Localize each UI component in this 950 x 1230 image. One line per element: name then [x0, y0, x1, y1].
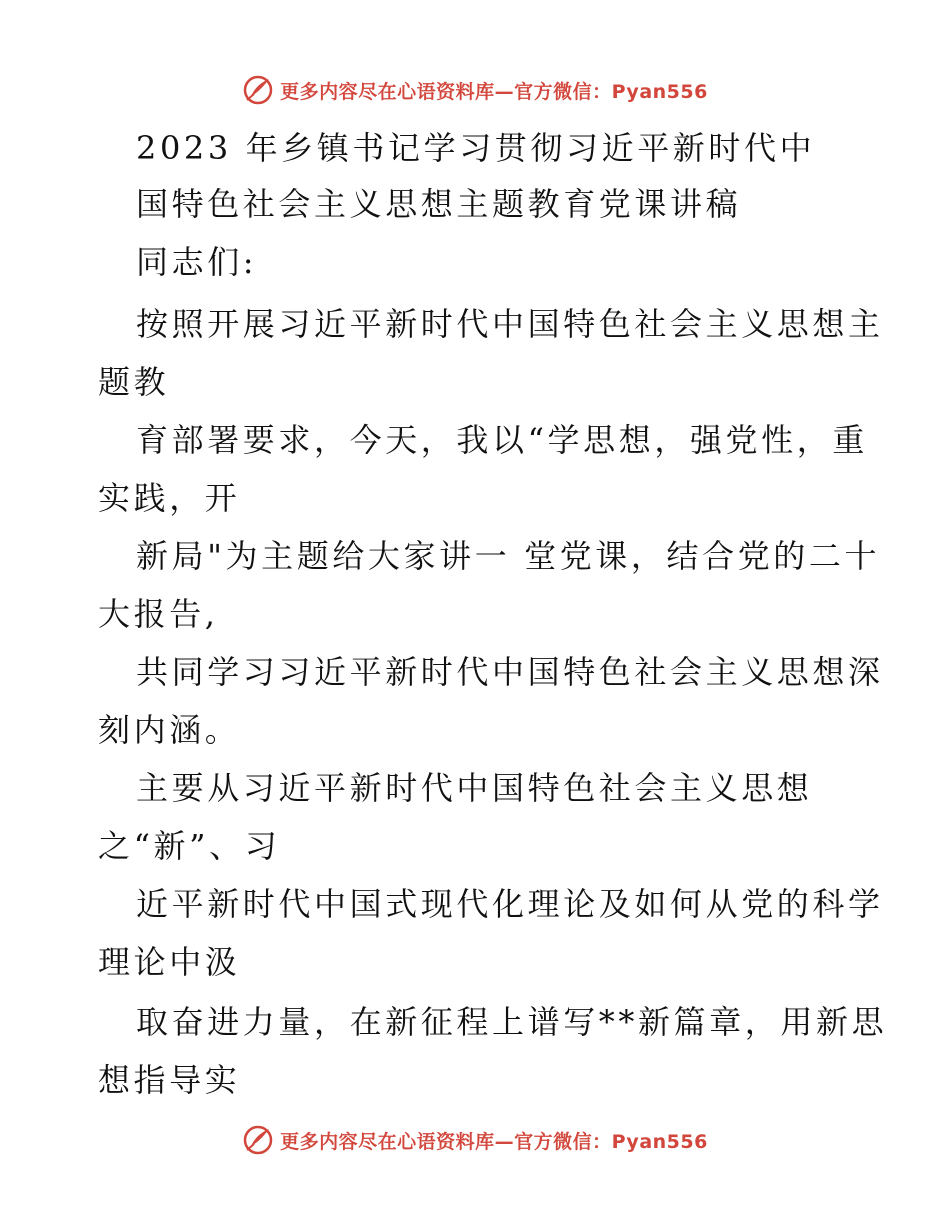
paragraph-line: 新局"为主题给大家讲一 堂党课，结合党的二十 — [136, 537, 881, 575]
salutation: 同志们: — [136, 243, 258, 281]
paragraph-line: 近平新时代中国式现代化理论及如何从党的科学 — [136, 885, 884, 923]
paragraph-line: 理论中汲 — [98, 943, 241, 981]
watermark-banner-top — [0, 70, 950, 110]
paragraph-line: 按照开展习近平新时代中国特色社会主义思想主 — [136, 305, 884, 343]
paragraph-line: 实践，开 — [98, 479, 241, 517]
watermark-text: 更多内容尽在心语资料库—官方微信：Pyan556 — [280, 1130, 708, 1153]
watermark-banner-bottom — [0, 1120, 950, 1160]
paragraph-line: 想指导实 — [98, 1061, 241, 1099]
quill-logo-icon — [242, 1124, 274, 1156]
paragraph-line: 之“新”、习 — [98, 827, 281, 865]
paragraph-line: 刻内涵。 — [98, 711, 241, 749]
paragraph-line: 共同学习习近平新时代中国特色社会主义思想深 — [136, 653, 884, 691]
paragraph-line: 题教 — [98, 363, 170, 401]
title-line-1: 2023 年乡镇书记学习贯彻习近平新时代中 — [136, 129, 816, 167]
watermark-text: 更多内容尽在心语资料库—官方微信：Pyan556 — [280, 80, 708, 103]
paragraph-line: 主要从习近平新时代中国特色社会主义思想 — [136, 769, 813, 807]
title-line-2: 国特色社会主义思想主题教育党课讲稿 — [136, 185, 742, 223]
paragraph-line: 大报告, — [98, 595, 219, 633]
paragraph-line: 育部署要求，今天，我以“学思想，强党性，重 — [136, 421, 868, 459]
quill-logo-icon — [242, 74, 274, 106]
paragraph-line: 取奋进力量，在新征程上谱写**新篇章，用新思 — [136, 1003, 888, 1041]
